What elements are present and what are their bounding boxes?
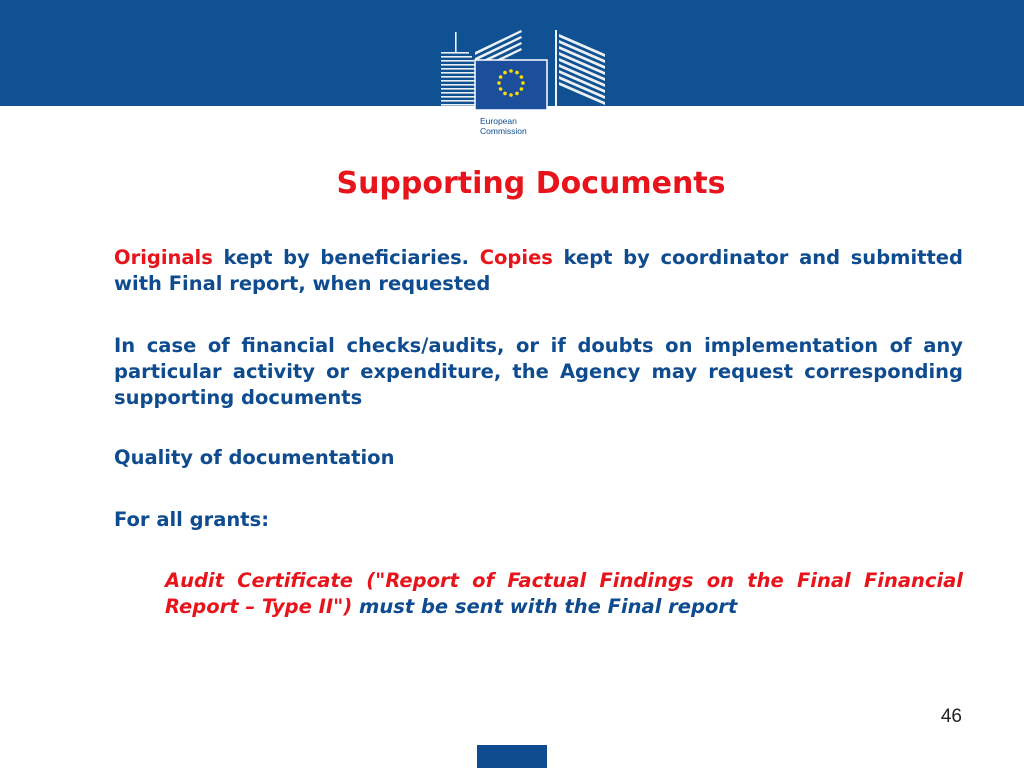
european-commission-logo	[441, 28, 605, 144]
paragraph-audit-certificate	[165, 568, 963, 620]
slide-title: Supporting Documents	[336, 166, 726, 201]
copies-keyword: Copies	[479, 246, 553, 269]
page-number: 46	[940, 706, 962, 727]
originals-text: kept by beneficiaries.	[212, 246, 480, 269]
paragraph-originals	[114, 245, 963, 297]
paragraph-all-grants: For all grants:	[114, 508, 269, 531]
originals-keyword: Originals	[114, 246, 213, 269]
logo-right-wing-icon	[555, 30, 605, 108]
logo-text-line1: European	[480, 116, 517, 126]
paragraph-quality: Quality of documentation	[114, 446, 395, 469]
audit-certificate-text: Audit Certificate ("Report of Factual Findings on the Final Financial Report – Type II")	[165, 569, 963, 618]
footer-tab	[477, 745, 547, 768]
eu-flag-icon	[475, 60, 547, 110]
copies-text: kept by coordinator and submitted with Final report, when requested	[114, 246, 963, 295]
logo-text-line2: Commission	[480, 126, 527, 136]
audit-certificate-suffix: must be sent with the Final report	[352, 595, 738, 618]
paragraph-financial-checks: In case of financial checks/audits, or if doubts on implementation of any particular activity or expenditure, the Agency may request corresponding supporting documents	[114, 334, 963, 409]
